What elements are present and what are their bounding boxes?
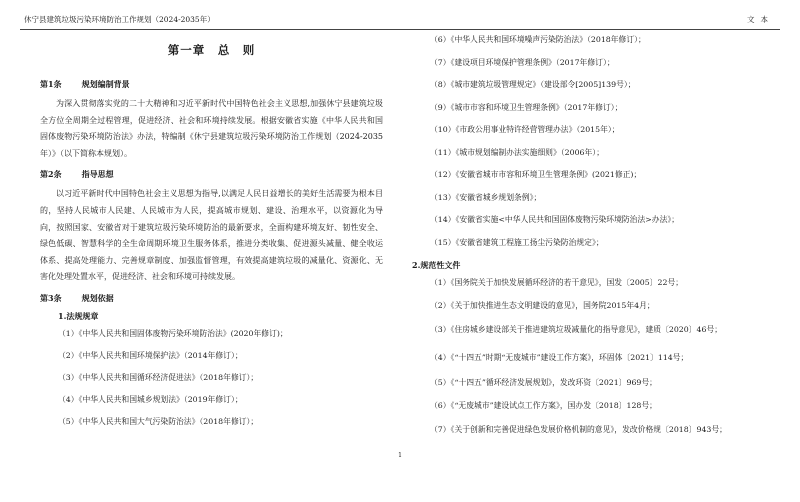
norm-item: （4）《“十四五”时期“无废城市”建设工作方案》，环固体〔2021〕114号； [430, 352, 689, 362]
article-1-text: 为深入贯彻落实党的二十大精神和习近平新时代中国特色社会主义思想,加强休宁县建筑垃圾全方位全周期全过程管理，促进经济、社会和环境持续发展。根据安徽省实施《中华人民共和国固体废物污染环境防治法》办法，特编制《休宁县建筑垃圾污染环境防治工作规划（2024-2035年）》（以下简称本规划）。 [40, 99, 383, 158]
norm-item: （6）《“无废城市”建设试点工作方案》，国办发〔2018〕128号； [430, 400, 657, 410]
header-title: 休宁县建筑垃圾污染环境防治工作规划（2024-2035年） [24, 15, 215, 24]
article-3-number: 第3条 [40, 292, 62, 303]
laws-heading: 1.法规规章 [58, 310, 99, 321]
article-1-number: 第1条 [40, 79, 62, 89]
article-1-heading [40, 78, 383, 90]
law-item: （5）《中华人民共和国大气污染防治法》（2018年修订）； [58, 416, 259, 426]
article-2-number: 第2条 [40, 169, 62, 180]
norm-item: （7）《关于创新和完善促进绿色发展价格机制的意见》，发改价格规〔2018〕943号； [430, 425, 727, 434]
law-item: （6）《中华人民共和国环境噪声污染防治法》（2018年修订）； [430, 35, 646, 44]
page-number: 1 [398, 452, 402, 459]
right-column [412, 34, 774, 450]
law-item: （14）《安徽省实施<中华人民共和国固体废物污染环境防治法>办法》； [430, 215, 680, 224]
chapter-title: 第一章 总 则 [167, 43, 256, 57]
article-2-title: 指导思想 [81, 169, 114, 180]
norm-item: （2）《关于加快推进生态文明建设的意见》，国务院2015年4月； [430, 300, 655, 310]
article-2-text: 以习近平新时代中国特色社会主义思想为指导,以满足人民日益增长的美好生活需要为根本目的，坚持人民城市人民建、人民城市为人民，提高城市规划、建设、治理水平，以资源化为导向，按照国家、安徽省对于建筑垃圾污染环境防治的最新要求，全面构建环境友好、韧性安全、绿色低碳、智慧科学的全生命周期环境卫生服务体系，推进分类收集、促进源头减量、健全收运体系、提高处理能力、完善规章制度、加强监督管理，有效提高建筑垃圾的减量化、资源化、无害化处理处置水平，促进经济、社会和环境可持续发展。 [40, 189, 383, 282]
header-label: 文本 [747, 15, 774, 24]
law-item: （12）《安徽省城市市容和环境卫生管理条例》(2021修正)； [430, 170, 642, 179]
left-column [40, 42, 383, 438]
norm-item: （3）《住房城乡建设部关于推进建筑垃圾减量化的指导意见》，建质〔2020〕46号； [430, 325, 723, 334]
article-1-title: 规划编制背景 [81, 79, 130, 89]
article-2-heading [40, 168, 383, 180]
law-item: （10）《市政公用事业特许经营管理办法》（2015年）； [430, 125, 620, 134]
law-item: （1）《中华人民共和国固体废物污染环境防治法》(2020年修订)； [58, 328, 288, 338]
law-item: （3）《中华人民共和国循环经济促进法》（2018年修订）； [58, 372, 259, 382]
law-item: （9）《城市市容和环境卫生管理条例》（2017年修订）； [430, 102, 623, 112]
law-item: （4）《中华人民共和国城乡规划法》（2019年修订）； [58, 394, 243, 404]
law-item: （8）《城市建筑垃圾管理规定》（建设部令[2005]139号）； [430, 80, 636, 89]
article-3-heading [40, 292, 383, 304]
article-3-title: 规划依据 [81, 292, 114, 303]
law-item: （15）《安徽省建筑工程施工扬尘污染防治规定》； [430, 237, 604, 247]
law-item: （11）《城市规划编制办法实施细则》（2006年）； [430, 147, 604, 157]
law-item: （7）《建设项目环境保护管理条例》（2017年修订）； [430, 57, 615, 67]
page-header [20, 13, 780, 30]
norm-item: （1）《国务院关于加快发展循环经济的若干意见》，国发〔2005〕22号； [430, 278, 684, 287]
law-item: （2）《中华人民共和国环境保护法》（2014年修订）； [58, 350, 243, 360]
law-item: （13）《安徽省城乡规划条例》； [430, 192, 542, 202]
norm-item: （5）《“十四五”循环经济发展规划》，发改环资〔2021〕969号； [430, 378, 657, 387]
norms-heading: 2.规范性文件 [412, 260, 461, 270]
